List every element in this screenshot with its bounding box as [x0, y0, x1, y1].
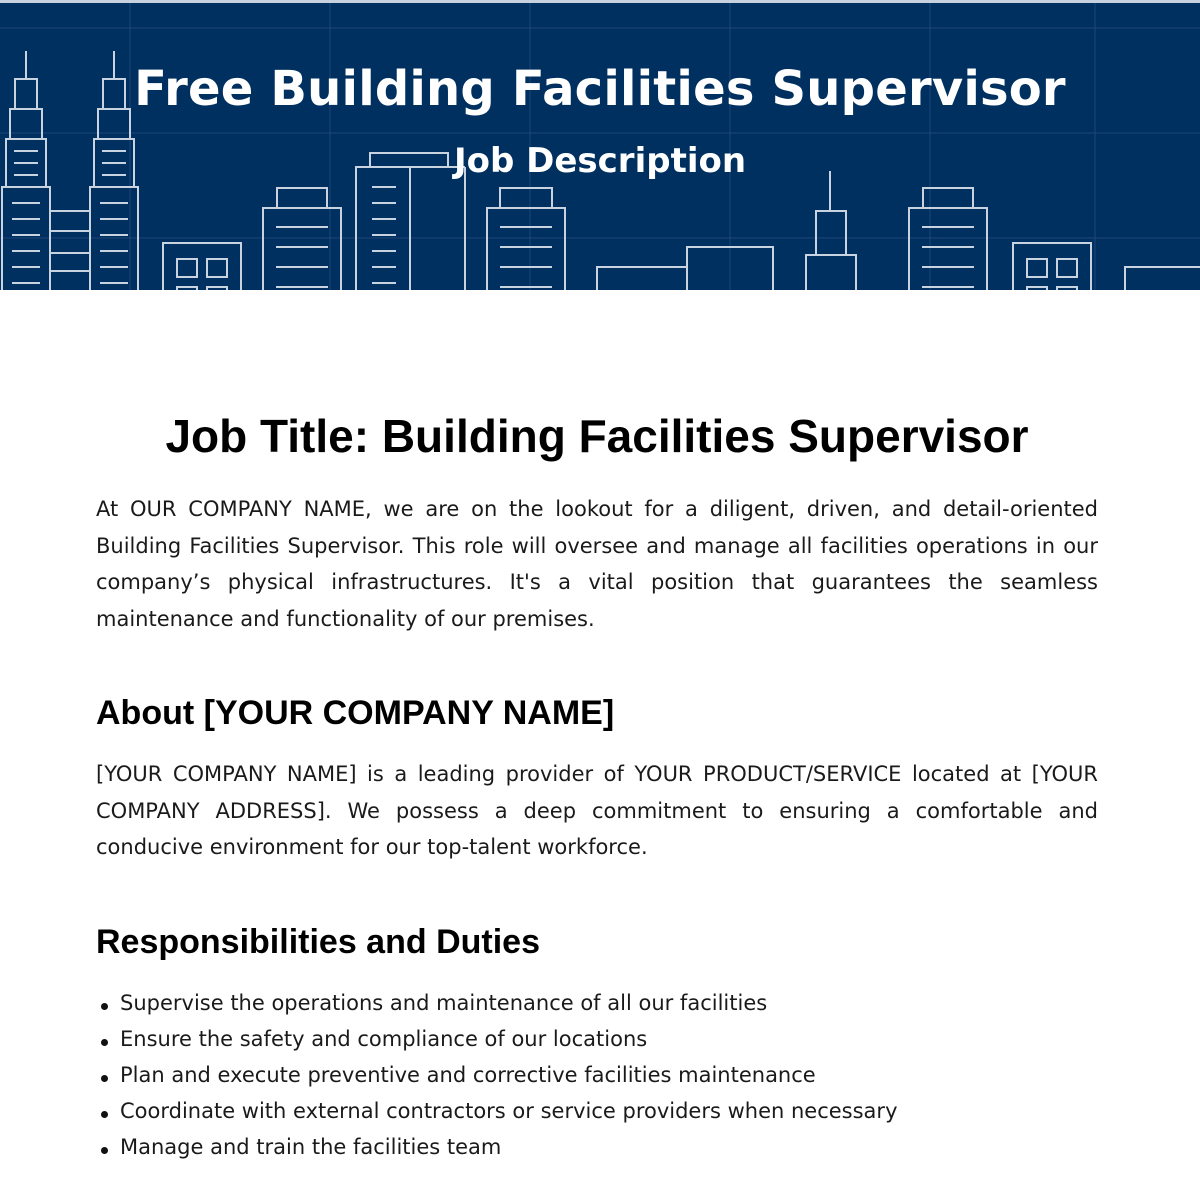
about-paragraph: [YOUR COMPANY NAME] is a leading provider of YOUR PRODUCT/SERVICE located at [YOUR COMPANY ADDRESS]. We possess a deep commitment to ensuring a comfortable and conducive environment for our top-talent workforce. — [96, 762, 1098, 859]
list-item — [96, 1093, 1098, 1129]
intro-paragraph: At OUR COMPANY NAME, we are on the lookout for a diligent, driven, and detail-oriented Building Facilities Supervisor. This role will oversee and manage all facilities operations in our company’s physical infrastructures. It's a vital position that guarantees the seamless maintenance and functionality of our premises. — [96, 497, 1098, 631]
banner-title: Free Building Facilities Supervisor — [134, 61, 1066, 117]
list-item-text: Coordinate with external contractors or service providers when necessary — [120, 1098, 898, 1123]
job-title-heading: Job Title: Building Facilities Supervisor — [165, 410, 1029, 462]
banner-subtitle: Job Description — [453, 141, 747, 181]
bullet-icon — [101, 1039, 108, 1046]
list-item-text: Manage and train the facilities team — [120, 1134, 502, 1159]
bullet-icon — [101, 1147, 108, 1154]
list-item — [96, 1057, 1098, 1093]
list-item-text: Ensure the safety and compliance of our locations — [120, 1026, 648, 1051]
list-item-text: Supervise the operations and maintenance of all our facilities — [120, 990, 768, 1015]
header-banner — [0, 0, 1200, 290]
bullet-icon — [101, 1111, 108, 1118]
list-item — [96, 1129, 1098, 1165]
list-item — [96, 985, 1098, 1021]
about-heading: About [YOUR COMPANY NAME] — [96, 694, 615, 732]
list-item — [96, 1021, 1098, 1057]
responsibilities-list — [96, 985, 1098, 1165]
bullet-icon — [101, 1075, 108, 1082]
responsibilities-heading: Responsibilities and Duties — [96, 922, 540, 961]
document-body — [96, 405, 1098, 1165]
list-item-text: Plan and execute preventive and corrective facilities maintenance — [120, 1062, 816, 1087]
bullet-icon — [101, 1003, 108, 1010]
